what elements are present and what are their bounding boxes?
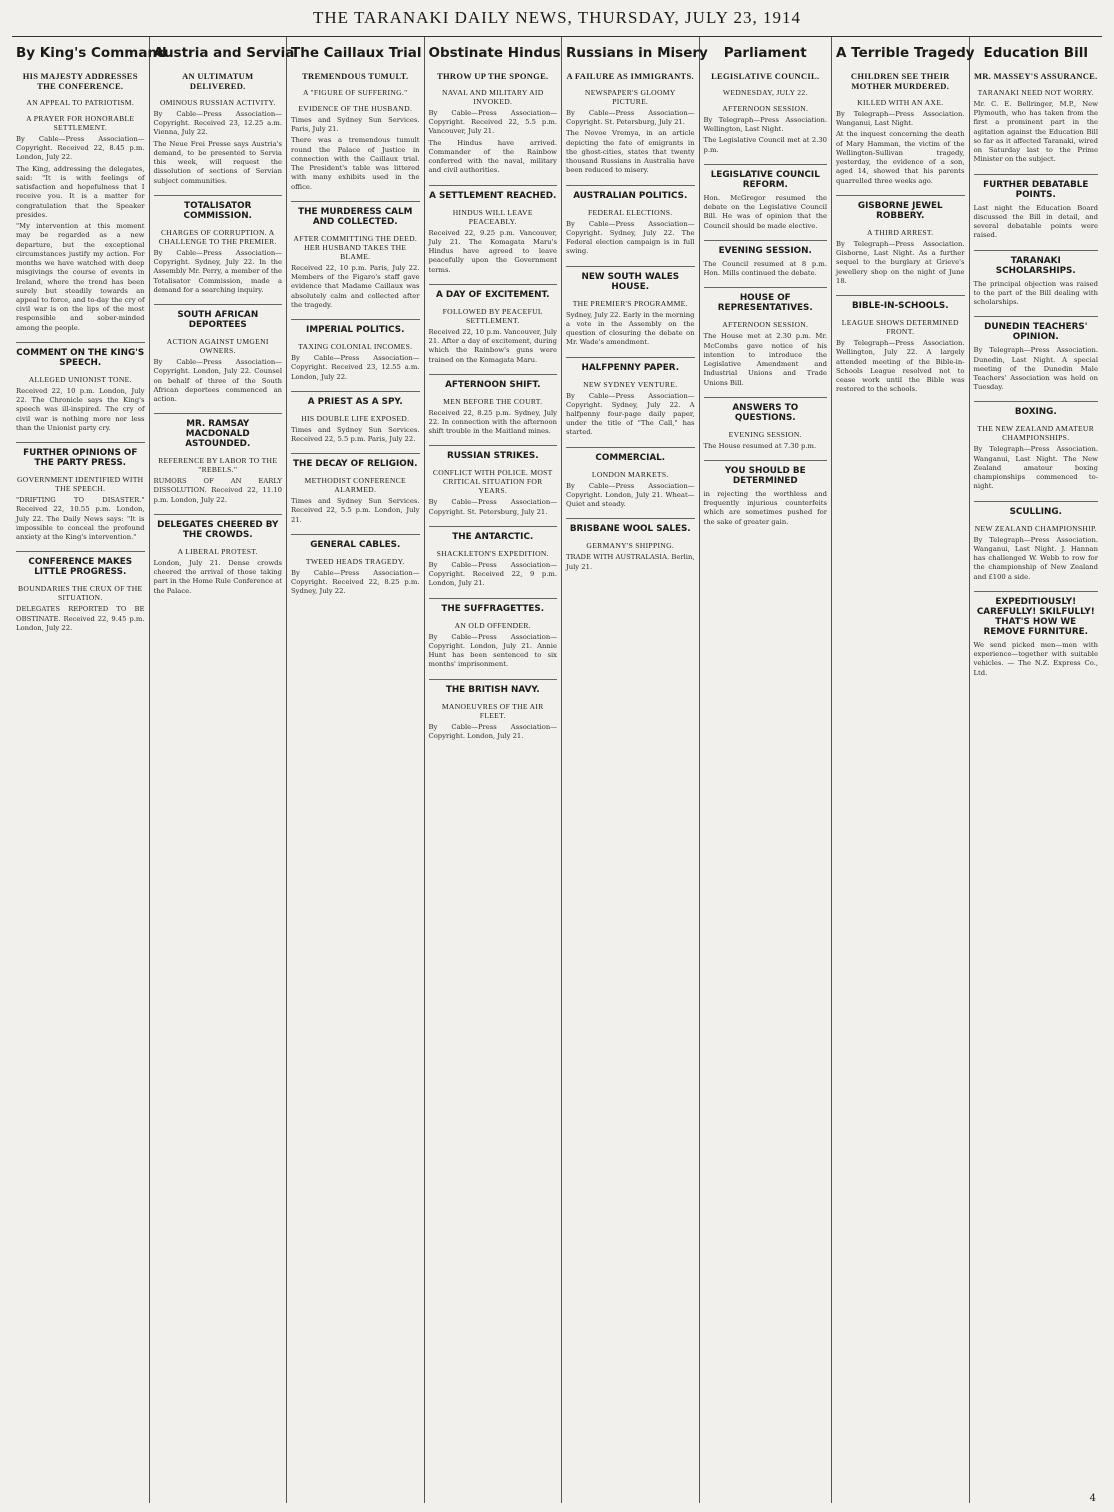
column-heading: Russians in Misery	[566, 45, 708, 61]
section-text: TRADE WITH AUSTRALASIA. Berlin, July 21.	[566, 553, 695, 571]
section-text: Times and Sydney Sun Services. Received 22, 5.5 p.m. Paris, July 22.	[291, 425, 420, 443]
section-subheading: CONFLICT WITH POLICE. MOST CRITICAL SITUATION FOR YEARS.	[432, 468, 553, 496]
section-text: RUMORS OF AN EARLY DISSOLUTION. Received 22, 11.10 p.m. London, July 22.	[153, 477, 282, 504]
subheading: CHILDREN SEE THEIR MOTHER MURDERED.	[850, 71, 950, 91]
section-subheading: AFTER COMMITTING THE DEED. HER HUSBAND TAKES THE BLAME.	[293, 233, 418, 261]
section-subheading: METHODIST CONFERENCE ALARMED.	[304, 476, 406, 495]
section-heading: GISBORNE JEWEL ROBBERY.	[836, 195, 965, 221]
section-text: The principal objection was raised to the part of the Bill dealing with scholarships.	[973, 279, 1098, 307]
section-heading: TARANAKI SCHOLARSHIPS.	[974, 250, 1098, 276]
section-subheading: A LIBERAL PROTEST.	[177, 546, 258, 556]
section-subheading: REFERENCE BY LABOR TO THE "REBELS."	[158, 456, 278, 475]
section-subheading: HIS DOUBLE LIFE EXPOSED.	[301, 413, 410, 423]
article-paragraph: "My intervention at this moment may be regarded as a new departure, but the exceptional circumstances justify my action. For months we have watched with deep misgivings the course of events in Ireland, where the trend has been surely but steadily towards an appeal to force, and to-day the cry of civil war is on the lips of the most responsible and sober-minded among the people.	[16, 222, 145, 332]
article-paragraph: Times and Sydney Sun Services. Paris, July 21.	[291, 116, 420, 134]
section-text: By Cable—Press Association—Copyright. London, July 21. Wheat—Quiet and steady.	[566, 481, 695, 509]
subheading: HIS MAJESTY ADDRESSES THE CONFERENCE.	[22, 71, 138, 91]
subheading: EVIDENCE OF THE HUSBAND.	[298, 104, 413, 113]
article-paragraph: The King, addressing the delegates, said: "It is with feelings of satisfaction and hopefulness that I receive you. It is a matter for congratulation that the Speaker presides.	[16, 164, 145, 219]
section-subheading: MEN BEFORE THE COURT.	[443, 396, 543, 406]
section-text: By Cable—Press Association—Copyright. London, July 22. Counsel on behalf of three of the South African deportees commenced an action.	[153, 358, 282, 403]
section-heading: LEGISLATIVE COUNCIL REFORM.	[704, 164, 828, 190]
section-heading: EVENING SESSION.	[704, 240, 828, 256]
article-paragraph: At the inquest concerning the death of Mary Hamman, the victim of the Wellington-Sullivan tragedy, yesterday, the evidence of a son, aged 14, showed that his parents quarrelled three weeks ago.	[836, 130, 965, 185]
section-heading: EXPEDITIOUSLY! CAREFULLY! SKILFULLY! THAT'S HOW WE REMOVE FURNITURE.	[974, 591, 1098, 637]
article-paragraph: By Cable—Press Association—Copyright. Received 22, 5.5 p.m. Vancouver, July 21.	[428, 109, 557, 136]
section-subheading: FOLLOWED BY PEACEFUL SETTLEMENT.	[442, 306, 543, 325]
section-text: By Telegraph—Press Association. Wellington, July 22. A largely attended meeting of the Bible-in-Schools League resolved not to cease work until the Bible was restored to the schools.	[836, 339, 965, 394]
subheading: AFTERNOON SESSION.	[722, 104, 809, 113]
section-heading: SOUTH AFRICAN DEPORTEES	[154, 304, 283, 330]
section-text: Received 22, 10 p.m. Vancouver, July 21. After a day of excitement, during which the Rainbow's guns were trained on the Komagata Maru.	[428, 327, 557, 364]
section-text: By Cable—Press Association—Copyright. Received 22, 8.25 p.m. Sydney, July 22.	[291, 568, 420, 596]
section-heading: THE ANTARCTIC.	[429, 526, 558, 542]
section-subheading: HINDUS WILL LEAVE PEACEABLY.	[452, 207, 533, 226]
article-paragraph: There was a tremendous tumult round the Palace of Justice in connection with the Caillaux trial. The President's table was littered with many exhibits used in the office.	[291, 136, 420, 191]
column-5	[562, 37, 708, 1503]
section-text: Last night the Education Board discussed the Bill in detail, and several debatable points were raised.	[973, 203, 1098, 240]
section-subheading: THE NEW ZEALAND AMATEUR CHAMPIONSHIPS.	[977, 424, 1095, 443]
section-text: Hon. McGregor resumed the debate on the Legislative Council Bill. He was of opinion that the Council should be made elective.	[703, 193, 828, 230]
section-heading: THE BRITISH NAVY.	[429, 679, 558, 695]
subheading: TREMENDOUS TUMULT.	[302, 71, 409, 81]
section-text: By Cable—Press Association—Copyright. St. Petersburg, July 21.	[428, 498, 557, 516]
section-heading: CONFERENCE MAKES LITTLE PROGRESS.	[16, 551, 145, 577]
section-heading: AUSTRALIAN POLITICS.	[566, 185, 695, 201]
section-subheading: TWEED HEADS TRAGEDY.	[305, 556, 405, 566]
section-heading: COMMERCIAL.	[566, 447, 695, 463]
section-subheading: NEW ZEALAND CHAMPIONSHIP.	[974, 523, 1097, 533]
section-text: The House met at 2.30 p.m. Mr. McCombs gave notice of his intention to introduce the Legislative Amendment and Industrial Unions and Trade Unions Bill.	[703, 332, 828, 387]
section-heading: IMPERIAL POLITICS.	[291, 319, 420, 335]
column-8	[970, 37, 1102, 1503]
columns-container	[12, 37, 1102, 1503]
section-heading: A SETTLEMENT REACHED.	[429, 185, 558, 201]
section-subheading: ACTION AGAINST UMGENI OWNERS.	[166, 337, 269, 356]
subheading: A PRAYER FOR HONORABLE SETTLEMENT.	[26, 114, 135, 132]
column-heading: Parliament	[723, 45, 807, 61]
section-text: in rejecting the worthless and frequently injurious counterfeits which are sometimes pushed for the sake of greater gain.	[703, 489, 828, 526]
section-text: By Cable—Press Association—Copyright. Received 22, 9 p.m. London, July 21.	[428, 560, 557, 588]
section-text: By Cable—Press Association—Copyright. Sydney, July 22. In the Assembly Mr. Perry, a member of the Totalisator Commission, made a demand for a searching inquiry.	[153, 248, 282, 294]
section-heading: ANSWERS TO QUESTIONS.	[704, 397, 828, 423]
section-text: The Council resumed at 8 p.m. Hon. Mills continued the debate.	[703, 259, 828, 278]
section-subheading: LONDON MARKETS.	[591, 469, 669, 479]
article-paragraph: The Neue Frei Presse says Austria's demand, to be presented to Servia this week, will request the dissolution of sections of Servian subject communities.	[153, 139, 282, 185]
section-subheading: NEW SYDNEY VENTURE.	[583, 379, 678, 389]
section-text: Sydney, July 22. Early in the morning a vote in the Assembly on the question of closuring the debate on Mr. Wade's amendment.	[566, 310, 695, 347]
article-paragraph: By Cable—Press Association—Copyright. Received 23, 12.25 a.m. Vienna, July 22.	[153, 110, 282, 137]
column-heading: Education Bill	[983, 45, 1088, 61]
section-text: Received 22, 9.25 p.m. Vancouver, July 21. The Komagata Maru's Hindus have agreed to leave peacefully upon the Government terms.	[428, 228, 557, 274]
column-heading: By King's Command	[16, 45, 167, 61]
column-2	[150, 37, 295, 1503]
section-text: "DRIFTING TO DISASTER." Received 22, 10.55 p.m. London, July 22. The Daily News says: "It is impossible to conceal the profound anxiety at the King's intervention."	[16, 496, 145, 542]
section-heading: A DAY OF EXCITEMENT.	[429, 284, 558, 300]
subheading: THROW UP THE SPONGE.	[437, 71, 549, 81]
subheading: TARANAKI NEED NOT WORRY.	[977, 88, 1094, 97]
column-heading: Obstinate Hindus	[428, 45, 561, 61]
section-text: Received 22, 10 p.m. Paris, July 22. Members of the Figaro's staff gave evidence that Madame Caillaux was absolutely calm and collected after the tragedy.	[291, 263, 420, 309]
subheading: WEDNESDAY, JULY 22.	[722, 88, 808, 97]
section-text: London, July 21. Dense crowds cheered the arrival of those taking part in the Home Rule Conference at the Palace.	[153, 558, 282, 595]
section-subheading: CHARGES OF CORRUPTION. A CHALLENGE TO THE PREMIER.	[158, 227, 277, 246]
section-heading: TOTALISATOR COMMISSION.	[154, 195, 283, 221]
section-subheading: BOUNDARIES THE CRUX OF THE SITUATION.	[18, 584, 143, 603]
section-text: Received 22, 10 p.m. London, July 22. The Chronicle says the King's speech was ill-inspired. The cry of civil war is nothing more nor less than the Unionist party cry.	[16, 386, 145, 432]
article-paragraph: By Telegraph—Press Association. Wellington, Last Night.	[703, 116, 828, 134]
section-subheading: GOVERNMENT IDENTIFIED WITH THE SPEECH.	[17, 475, 144, 494]
section-heading: YOU SHOULD BE DETERMINED	[704, 460, 828, 486]
section-subheading: LEAGUE SHOWS DETERMINED FRONT.	[841, 318, 959, 337]
section-heading: GENERAL CABLES.	[291, 534, 420, 550]
section-heading: HOUSE OF REPRESENTATIVES.	[704, 287, 828, 313]
page-number: 4	[1089, 1493, 1096, 1504]
subheading: AN APPEAL TO PATRIOTISM.	[26, 98, 135, 107]
section-heading: NEW SOUTH WALES HOUSE.	[566, 266, 695, 292]
column-4	[425, 37, 563, 1503]
section-heading: BRISBANE WOOL SALES.	[566, 518, 695, 534]
section-subheading: GERMANY'S SHIPPING.	[586, 541, 675, 551]
subheading: LEGISLATIVE COUNCIL.	[711, 71, 820, 81]
section-text: Received 22, 8.25 p.m. Sydney, July 22. In connection with the afternoon shift trouble in the Maitland mines.	[428, 408, 557, 436]
section-text: Times and Sydney Sun Services. Received 22, 5.5 p.m. London, July 21.	[291, 497, 420, 524]
column-7	[832, 37, 975, 1503]
article-paragraph: The Novoe Vremya, in an article depicting the fate of emigrants in the ghost-cities, states that twenty thousand Russians in Australia have been reduced to misery.	[566, 129, 695, 175]
section-subheading: A THIRD ARREST.	[867, 227, 934, 237]
article-paragraph: The Legislative Council met at 2.30 p.m.	[703, 136, 828, 154]
section-text: By Cable—Press Association—Copyright. Received 23, 12.55 a.m. London, July 22.	[291, 354, 420, 381]
article-paragraph: By Cable—Press Association—Copyright. Received 22, 8.45 p.m. London, July 22.	[16, 135, 145, 162]
column-heading: A Terrible Tragedy	[836, 45, 975, 61]
section-text: DELEGATES REPORTED TO BE OBSTINATE. Received 22, 9.45 p.m. London, July 22.	[16, 605, 145, 632]
column-3	[287, 37, 425, 1503]
section-subheading: THE PREMIER'S PROGRAMME.	[572, 298, 688, 308]
section-subheading: AFTERNOON SESSION.	[722, 320, 809, 330]
section-heading: BIBLE-IN-SCHOOLS.	[836, 295, 965, 311]
section-subheading: SHACKLETON'S EXPEDITION.	[436, 548, 549, 558]
article-paragraph: By Telegraph—Press Association. Wanganui, Last Night.	[836, 110, 965, 128]
section-heading: THE SUFFRAGETTES.	[429, 598, 558, 614]
section-text: By Telegraph—Press Association. Dunedin, Last Night. A special meeting of the Dunedin Male Teachers' Association was held on Tuesday.	[973, 346, 1098, 392]
section-heading: SCULLING.	[974, 501, 1098, 517]
masthead-title: THE TARANAKI DAILY NEWS, THURSDAY, JULY 23, 1914	[312, 8, 802, 27]
subheading: KILLED WITH AN AXE.	[857, 98, 944, 107]
section-subheading: AN OLD OFFENDER.	[454, 620, 531, 630]
section-heading: MR. RAMSAY MACDONALD ASTOUNDED.	[154, 413, 283, 449]
section-text: By Telegraph—Press Association. Gisborne, Last Night. As a further sequel to the burglary at Grieve's jewellery shop on the night of June 18.	[836, 239, 965, 285]
section-heading: THE MURDERESS CALM AND COLLECTED.	[291, 201, 420, 227]
column-6	[700, 37, 833, 1503]
masthead	[12, 0, 1102, 37]
section-text: By Telegraph—Press Association. Wanganui, Last Night. The New Zealand amateur boxing championships commenced to-night.	[973, 445, 1098, 491]
article-paragraph: By Cable—Press Association—Copyright. St. Petersburg, July 21.	[566, 109, 695, 127]
section-heading: FURTHER OPINIONS OF THE PARTY PRESS.	[16, 442, 145, 468]
subheading: A "FIGURE OF SUFFERING."	[302, 88, 408, 97]
section-subheading: TAXING COLONIAL INCOMES.	[298, 342, 413, 352]
article-paragraph: Mr. C. E. Bellringer, M.P., New Plymouth, who has taken from the first a prominent part in the agitation against the Education Bill so far as it affected Taranaki, wired on Saturday last to the Prime Minister on the subject.	[973, 100, 1098, 164]
section-heading: FURTHER DEBATABLE POINTS.	[974, 174, 1098, 200]
section-text: We send picked men—men with experience—together with suitable vehicles. — The N.Z. Express Co., Ltd.	[973, 640, 1098, 677]
section-subheading: MANOEUVRES OF THE AIR FLEET.	[441, 701, 544, 720]
column-heading: The Caillaux Trial	[291, 45, 422, 61]
subheading: OMINOUS RUSSIAN ACTIVITY.	[159, 98, 276, 107]
section-heading: DUNEDIN TEACHERS' OPINION.	[974, 316, 1098, 342]
section-subheading: ALLEGED UNIONIST TONE.	[28, 374, 132, 384]
section-text: By Telegraph—Press Association. Wanganui, Last Night. J. Hannan has challenged W. Webb to row for the championship of New Zealand and £100 a side.	[973, 535, 1098, 581]
subheading: NAVAL AND MILITARY AID INVOKED.	[441, 88, 544, 106]
article-paragraph: The Hindus have arrived. Commander of the Rainbow conferred with the naval, military and civil authorities.	[428, 138, 557, 175]
subheading: NEWSPAPER'S GLOOMY PICTURE.	[584, 88, 676, 106]
section-heading: COMMENT ON THE KING'S SPEECH.	[16, 342, 145, 368]
section-text: By Cable—Press Association—Copyright. London, July 21.	[428, 722, 557, 740]
section-text: By Cable—Press Association—Copyright. Sydney, July 22. A halfpenny four-page daily paper, under the title of "The Call," has started.	[566, 391, 695, 437]
subheading: MR. MASSEY'S ASSURANCE.	[973, 71, 1098, 81]
section-heading: HALFPENNY PAPER.	[566, 357, 695, 373]
column-heading: Austria and Servia	[153, 45, 295, 61]
section-text: By Cable—Press Association—Copyright. Sydney, July 22. The Federal election campaign is in full swing.	[566, 219, 695, 256]
section-heading: THE DECAY OF RELIGION.	[291, 453, 420, 469]
section-heading: BOXING.	[974, 401, 1098, 417]
column-1	[12, 37, 167, 1503]
section-subheading: EVENING SESSION.	[728, 429, 802, 439]
section-text: By Cable—Press Association—Copyright. London, July 21. Annie Hunt has been sentenced to six months' imprisonment.	[428, 632, 557, 669]
subheading: A FAILURE AS IMMIGRANTS.	[566, 71, 694, 81]
section-heading: DELEGATES CHEERED BY THE CROWDS.	[154, 514, 283, 540]
section-heading: AFTERNOON SHIFT.	[429, 374, 558, 390]
subheading: AN ULTIMATUM DELIVERED.	[182, 71, 254, 91]
section-heading: A PRIEST AS A SPY.	[291, 391, 420, 407]
section-subheading: FEDERAL ELECTIONS.	[588, 207, 673, 217]
section-heading: RUSSIAN STRIKES.	[429, 445, 558, 461]
section-text: The House resumed at 7.30 p.m.	[703, 441, 817, 450]
